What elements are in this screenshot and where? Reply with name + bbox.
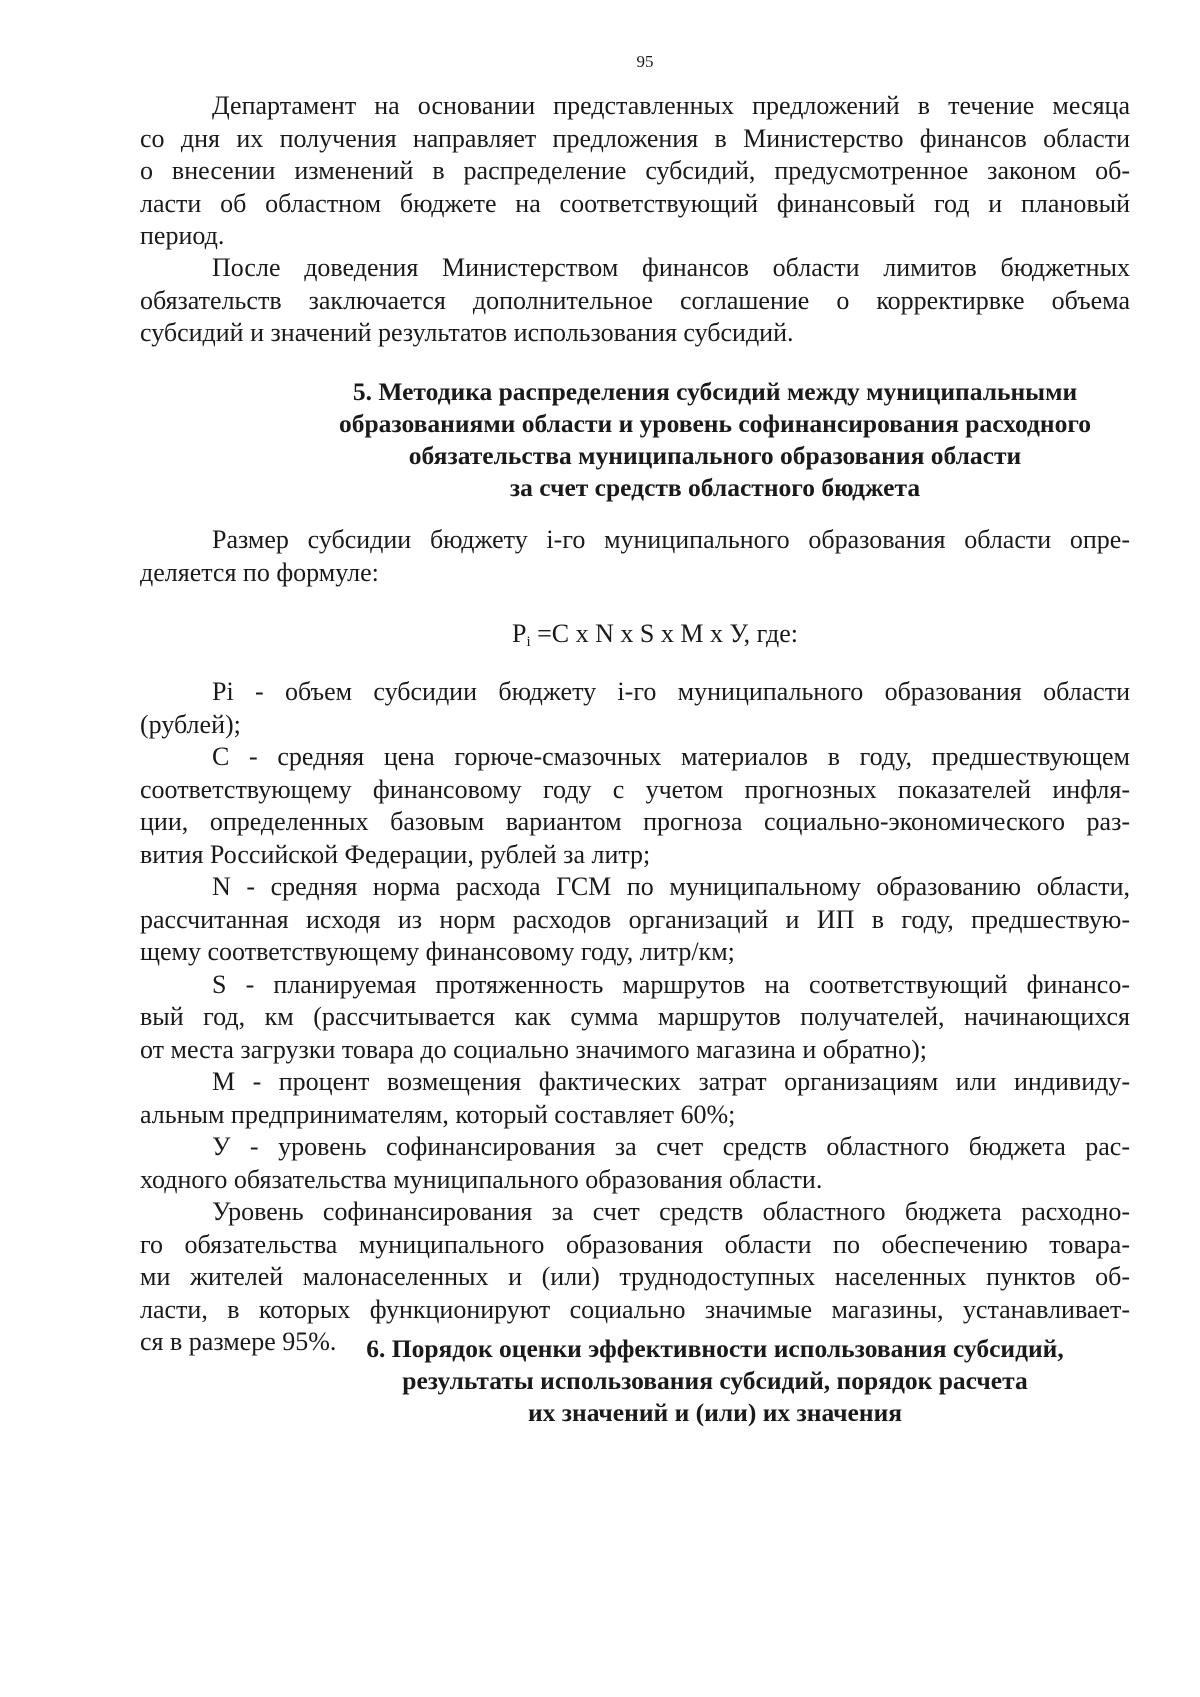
heading-line: обязательства муниципального образования области bbox=[408, 441, 1022, 470]
paragraph-subsidy-size bbox=[140, 524, 1130, 589]
text-line: ми жителей малонаселенных и (или) труднодоступных населенных пунктов об- bbox=[140, 1262, 1130, 1291]
text-line: го обязательства муниципального образования области по обеспечению товара- bbox=[140, 1229, 1130, 1259]
formula-definitions bbox=[140, 676, 1130, 1359]
definition-s: S - планируемая протяженность маршрутов на соответствующий финансо- bbox=[212, 969, 1130, 999]
heading-line: результаты использования субсидий, порядок расчета bbox=[402, 1366, 1028, 1395]
definition-u: У - уровень софинансирования за счет средств областного бюджета рас- bbox=[212, 1132, 1130, 1161]
text-line: вый год, км (рассчитывается как сумма маршрутов получателей, начинающихся bbox=[140, 1002, 1130, 1031]
text-line: ции, определенных базовым вариантом прогноза социально-экономического раз- bbox=[140, 807, 1130, 836]
text-line: со дня их получения направляет предложения в Министерство финансов области bbox=[140, 123, 1130, 153]
section-6-heading bbox=[140, 1333, 1200, 1429]
paragraph-department-proposals bbox=[140, 90, 1130, 253]
text-line: После доведения Министерством финансов области лимитов бюджетных bbox=[212, 253, 1130, 282]
text-line: вития Российской Федерации, рублей за литр; bbox=[140, 839, 651, 869]
definition-n: N - средняя норма расхода ГСМ по муниципальному образованию области, bbox=[212, 872, 1130, 901]
text-line: ласти об областном бюджете на соответствующий финансовый год и плановый bbox=[140, 188, 1130, 218]
subsidy-formula bbox=[512, 619, 798, 651]
text-line: от места загрузки товара до социально значимого магазина и обратно); bbox=[140, 1034, 927, 1064]
text-line: о внесении изменений в распределение субсидий, предусмотренное законом об- bbox=[140, 156, 1130, 185]
definition-pi: Pi - объем субсидии бюджету i-го муниципального образования области bbox=[212, 677, 1130, 706]
formula-subscript: i bbox=[526, 634, 531, 650]
text-line: соответствующему финансовому году с учетом прогнозных показателей инфля- bbox=[140, 774, 1130, 804]
paragraph-cofinancing-level: Уровень софинансирования за счет средств областного бюджета расходно- bbox=[212, 1197, 1130, 1226]
section-5-heading bbox=[140, 376, 1200, 504]
text-line: Департамент на основании представленных предложений в течение месяца bbox=[212, 91, 1130, 120]
text-line: Размер субсидии бюджету i-го муниципального образования области опре- bbox=[212, 525, 1130, 554]
heading-line: 6. Порядок оценки эффективности использования субсидий, bbox=[366, 1334, 1064, 1363]
text-line: период. bbox=[140, 221, 225, 250]
definition-c: С - средняя цена горюче-смазочных материалов в году, предшествующем bbox=[212, 742, 1130, 771]
formula-rhs: =С х N х S х М х У, где: bbox=[530, 619, 799, 648]
heading-line: их значений и (или) их значения bbox=[527, 1398, 903, 1427]
text-line: обязательств заключается дополнительное соглашение о корректирвке объема bbox=[140, 285, 1130, 315]
text-line: деляется по формуле: bbox=[140, 557, 379, 587]
heading-line: 5. Методика распределения субсидий между муниципальными bbox=[352, 377, 1078, 406]
formula-lhs: P bbox=[512, 619, 527, 648]
text-line: ся в размере 95%. bbox=[140, 1327, 337, 1356]
text-line: рассчитанная исходя из норм расходов организаций и ИП в году, предшествую- bbox=[140, 904, 1130, 934]
page-number: 95 bbox=[636, 52, 654, 71]
paragraph-additional-agreement bbox=[140, 252, 1130, 350]
text-line: ходного обязательства муниципального образования области. bbox=[140, 1164, 823, 1194]
heading-line: за счет средств областного бюджета bbox=[509, 473, 921, 502]
text-line: альным предпринимателям, который составляет 60%; bbox=[140, 1099, 736, 1129]
definition-m: М - процент возмещения фактических затрат организациям или индивиду- bbox=[212, 1067, 1130, 1096]
text-line: щему соответствующему финансовому году, литр/км; bbox=[140, 937, 735, 966]
text-line: субсидий и значений результатов использования субсидий. bbox=[140, 318, 794, 347]
text-line: ласти, в которых функционируют социально значимые магазины, устанавливает- bbox=[140, 1294, 1130, 1324]
heading-line: образованиями области и уровень софинансирования расходного bbox=[338, 409, 1092, 438]
text-line: (рублей); bbox=[140, 709, 241, 739]
